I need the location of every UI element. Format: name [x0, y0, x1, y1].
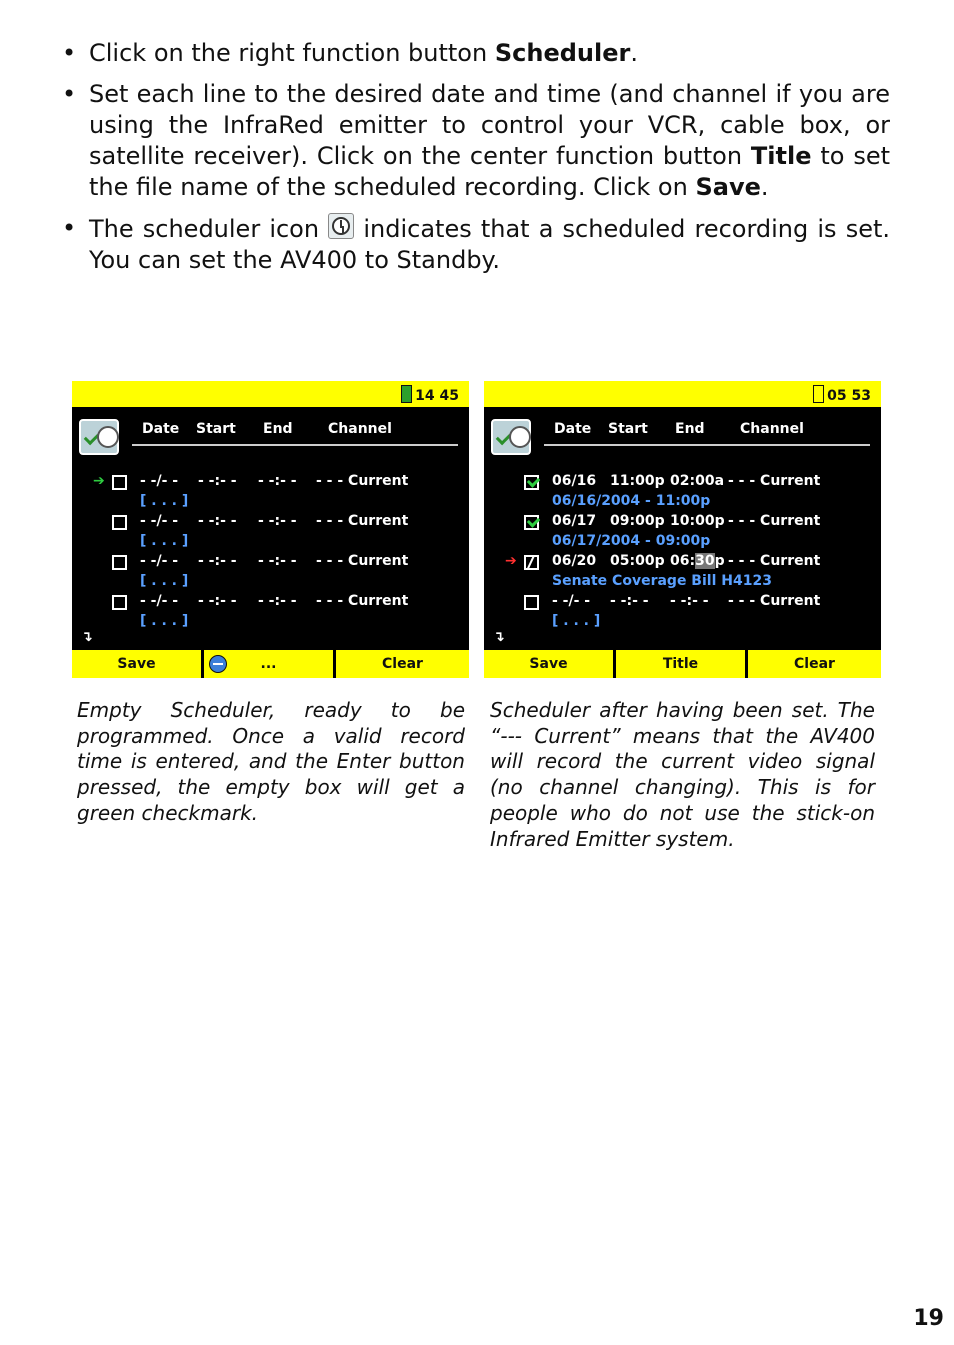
row-title: 06/16/2004 - 11:00p	[552, 493, 711, 509]
schedule-row[interactable]	[484, 593, 881, 613]
column-channel: Channel	[740, 421, 804, 437]
instruction-1	[62, 38, 890, 69]
row-end: - -:- -	[258, 473, 297, 489]
save-term: Save	[695, 173, 761, 201]
scheduler-icon	[328, 213, 354, 239]
battery-icon	[401, 385, 412, 403]
row-date: - -/- -	[140, 553, 179, 569]
schedule-row[interactable]	[484, 553, 881, 573]
selection-arrow-icon: ➔	[505, 553, 517, 569]
row-start: 05:00p	[610, 553, 665, 569]
scroll-down-icon: ↴	[81, 629, 93, 645]
caption-set-scheduler: Scheduler after having been set. The “--- Current” means that the AV400 will record the current video signal (no channel changing). This is for people who do not use the stick-on Infrared Emitter system.	[490, 698, 875, 851]
scroll-down-icon: ↴	[493, 629, 505, 645]
end-minute-highlight[interactable]: 30	[695, 553, 715, 569]
save-button[interactable]: Save	[484, 650, 613, 678]
row-end: 10:00p	[670, 513, 725, 529]
checkbox[interactable]	[112, 555, 127, 570]
function-bar	[72, 650, 469, 678]
column-start: Start	[608, 421, 648, 437]
schedule-row[interactable]	[484, 473, 881, 493]
row-title: [ . . . ]	[140, 613, 189, 629]
schedule-row[interactable]	[72, 593, 469, 613]
battery-icon	[813, 385, 824, 403]
row-title: [ . . . ]	[552, 613, 601, 629]
title-button[interactable]: Title	[616, 650, 745, 678]
checkbox[interactable]	[112, 475, 127, 490]
scheduler-app-icon	[79, 419, 119, 455]
function-bar	[484, 650, 881, 678]
row-start: 11:00p	[610, 473, 665, 489]
column-end: End	[675, 421, 705, 437]
row-date: - -/- -	[140, 513, 179, 529]
checkbox-checked[interactable]	[524, 515, 539, 530]
instruction-3	[62, 213, 890, 276]
clock	[401, 385, 459, 404]
schedule-row[interactable]	[72, 553, 469, 573]
row-end: - -:- -	[258, 553, 297, 569]
row-title: [ . . . ]	[140, 493, 189, 509]
scheduler-app-icon	[491, 419, 531, 455]
clear-button[interactable]: Clear	[748, 650, 881, 678]
row-date: 06/20	[552, 553, 597, 569]
header-divider	[132, 444, 458, 446]
row-end: - -:- -	[670, 593, 709, 609]
row-title: Senate Coverage Bill H4123	[552, 573, 772, 589]
column-date: Date	[142, 421, 180, 437]
row-channel: - - - Current	[728, 473, 821, 489]
row-start: - -:- -	[610, 593, 649, 609]
schedule-row[interactable]	[72, 473, 469, 493]
instruction-text: The scheduler icon	[89, 215, 329, 243]
checkbox[interactable]	[524, 595, 539, 610]
instruction-text: Set each line to the desired date and time (and channel if you are using the InfraRed emitter to control your VCR, cable box, or satellite receiver). Click on the center function button	[89, 80, 890, 170]
end-hour: 06:	[670, 553, 696, 569]
row-date: 06/16	[552, 473, 597, 489]
row-end: - -:- -	[258, 593, 297, 609]
status-bar	[484, 381, 881, 407]
clock	[813, 385, 871, 404]
save-button[interactable]: Save	[72, 650, 201, 678]
instruction-text: to set the file name of the scheduled recording. Click on	[89, 142, 890, 201]
header-divider	[544, 444, 870, 446]
row-channel: - - - Current	[316, 473, 409, 489]
schedule-row[interactable]	[72, 513, 469, 533]
clock-time: 05 53	[827, 388, 871, 404]
center-function-button[interactable]	[204, 650, 333, 678]
row-channel: - - - Current	[316, 553, 409, 569]
title-term: Title	[750, 142, 812, 170]
column-channel: Channel	[328, 421, 392, 437]
row-date: - -/- -	[140, 473, 179, 489]
set-scheduler-screenshot	[484, 381, 881, 678]
row-channel: - - - Current	[728, 553, 821, 569]
column-end: End	[263, 421, 293, 437]
row-end: - -:- -	[258, 513, 297, 529]
scheduler-term: Scheduler	[494, 39, 631, 67]
instruction-text: indicates that a scheduled recording is set. You can set the AV400 to Standby.	[89, 215, 890, 274]
instruction-text: .	[630, 39, 638, 67]
row-channel: - - - Current	[728, 593, 821, 609]
center-button-label: ...	[260, 656, 277, 672]
selection-arrow-icon: ➔	[93, 473, 105, 489]
checkbox-editing[interactable]	[524, 555, 539, 570]
page-number: 19	[913, 1306, 944, 1331]
instruction-list	[62, 38, 890, 286]
row-start: - -:- -	[198, 473, 237, 489]
row-start: 09:00p	[610, 513, 665, 529]
row-start: - -:- -	[198, 593, 237, 609]
row-end: 02:00a	[670, 473, 725, 489]
column-date: Date	[554, 421, 592, 437]
row-date: - -/- -	[552, 593, 591, 609]
checkbox[interactable]	[112, 595, 127, 610]
caption-empty-scheduler: Empty Scheduler, ready to be programmed. Once a valid record time is entered, and the Enter button pressed, the empty box will get a green checkmark.	[77, 698, 465, 825]
clear-button[interactable]: Clear	[336, 650, 469, 678]
row-end[interactable]	[670, 553, 725, 569]
row-title: [ . . . ]	[140, 533, 189, 549]
row-start: - -:- -	[198, 513, 237, 529]
minus-circle-icon	[209, 655, 227, 673]
row-date: - -/- -	[140, 593, 179, 609]
row-channel: - - - Current	[728, 513, 821, 529]
status-bar	[72, 381, 469, 407]
instruction-text: .	[760, 173, 769, 201]
row-channel: - - - Current	[316, 513, 409, 529]
bullet-dot: •	[62, 80, 77, 108]
schedule-row[interactable]	[484, 513, 881, 533]
bullet-dot: •	[62, 214, 77, 242]
column-start: Start	[196, 421, 236, 437]
row-title: [ . . . ]	[140, 573, 189, 589]
empty-scheduler-screenshot	[72, 381, 469, 678]
checkbox-checked[interactable]	[524, 475, 539, 490]
instruction-text: Click on the right function button	[89, 39, 495, 67]
checkbox[interactable]	[112, 515, 127, 530]
row-channel: - - - Current	[316, 593, 409, 609]
row-start: - -:- -	[198, 553, 237, 569]
row-date: 06/17	[552, 513, 597, 529]
row-title: 06/17/2004 - 09:00p	[552, 533, 711, 549]
bullet-dot: •	[62, 39, 77, 67]
clock-time: 14 45	[415, 388, 459, 404]
end-ampm: p	[714, 553, 725, 569]
instruction-2	[62, 79, 890, 203]
